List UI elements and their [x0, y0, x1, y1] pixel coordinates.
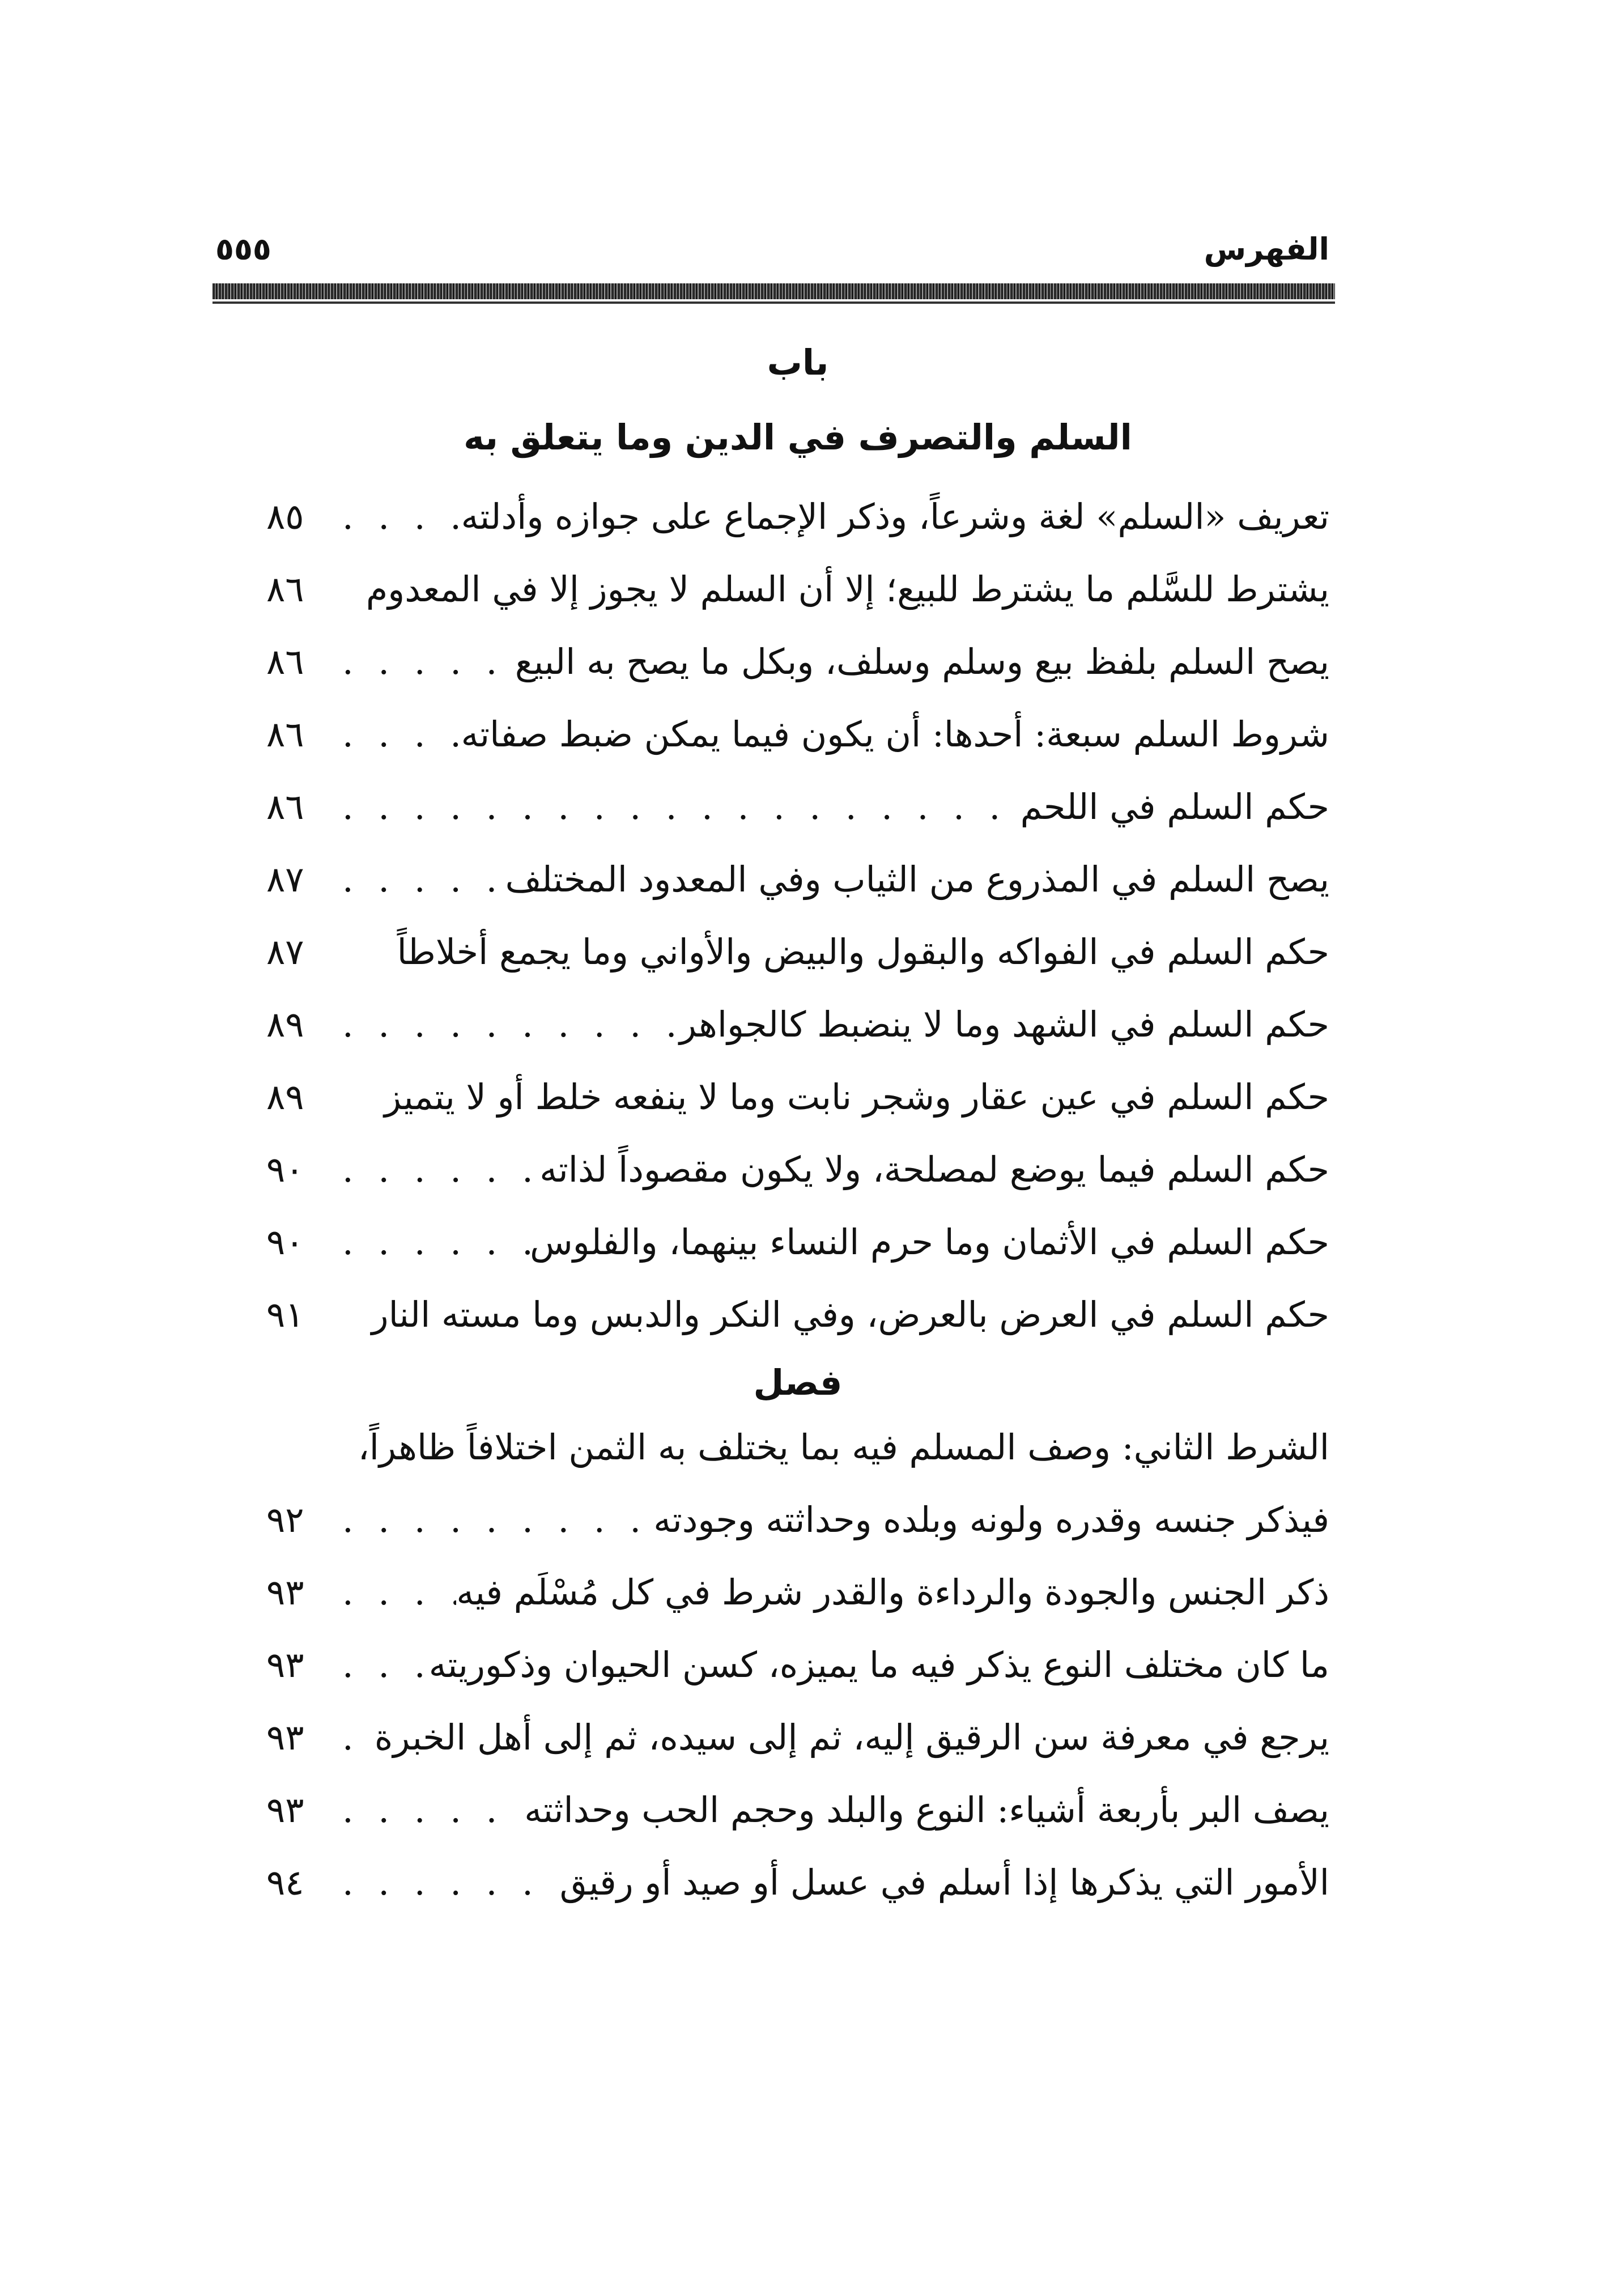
entry-page-number: ٩٣: [266, 1644, 304, 1685]
dot-leader: [329, 626, 515, 698]
index-entry: [266, 1484, 1329, 1556]
index-entry: [266, 1133, 1329, 1206]
index-entry: [266, 1774, 1329, 1846]
dot-leader: [329, 1629, 429, 1701]
entry-text: الأمور التي يذكرها إذا أسلم في عسل أو صيد أو رقيق: [559, 1862, 1329, 1903]
running-header-title: الفهرس: [1204, 231, 1329, 267]
entry-text: يصح السلم في المذروع من الثياب وفي المعدود المختلف: [505, 859, 1329, 900]
dot-leader: [329, 988, 679, 1061]
entry-page-number: ٨٩: [266, 1076, 304, 1118]
entry-text: شروط السلم سبعة: أحدها: أن يكون فيما يمكن ضبط صفاته: [461, 714, 1329, 755]
index-entry: [266, 1556, 1329, 1629]
dot-leader: [329, 1556, 456, 1629]
entry-text: حكم السلم في الشهد وما لا ينضبط كالجواهر: [679, 1004, 1329, 1045]
entry-page-number: ٨٩: [266, 1004, 304, 1045]
entry-page-number: ٨٥: [266, 496, 304, 537]
entry-page-number: ٨٧: [266, 859, 304, 900]
dot-leader: [329, 1133, 539, 1206]
fasl-index-entries: [266, 1484, 1329, 1919]
entry-text: حكم السلم في الفواكه والبقول والبيض والأواني وما يجمع أخلاطاً: [397, 931, 1329, 973]
index-entry: [266, 481, 1329, 553]
entry-page-number: ٩٣: [266, 1789, 304, 1831]
entry-page-number: ٨٦: [266, 641, 304, 682]
entry-page-number: ٩١: [266, 1294, 304, 1335]
index-entry: [266, 1279, 1329, 1351]
entry-page-number: ٩٠: [266, 1221, 304, 1263]
index-entry: [266, 698, 1329, 771]
entry-text: تعريف «السلم» لغة وشرعاً، وذكر الإجماع على جوازه وأدلته: [461, 496, 1329, 537]
index-entry: [266, 771, 1329, 843]
dot-leader: [329, 1774, 524, 1846]
fasl-title: فصل: [753, 1362, 843, 1403]
index-entry: [266, 1701, 1329, 1774]
index-entry: [266, 1629, 1329, 1701]
dot-leader: [329, 771, 1021, 843]
entry-text: حكم السلم في الأثمان وما حرم النساء بينهما، والفلوس: [530, 1221, 1329, 1263]
dot-leader: [329, 1484, 653, 1556]
fasl-intro: الشرط الثاني: وصف المسلم فيه بما يختلف به الثمن اختلافاً ظاهراً،: [358, 1426, 1329, 1468]
index-entries: [266, 481, 1329, 1351]
entry-text: يرجع في معرفة سن الرقيق إليه، ثم إلى سيده، ثم إلى أهل الخبرة: [374, 1717, 1329, 1758]
dot-leader: [329, 1206, 530, 1279]
bab-label: باب: [767, 342, 829, 383]
page-number: ٥٥٥: [215, 231, 271, 267]
index-entry: [266, 1061, 1329, 1133]
entry-text: حكم السلم في العرض بالعرض، وفي النكر والدبس وما مسته النار: [371, 1294, 1329, 1335]
entry-text: حكم السلم فيما يوضع لمصلحة، ولا يكون مقصوداً لذاته: [539, 1149, 1329, 1190]
index-content: [266, 340, 1329, 1919]
index-entry: [266, 988, 1329, 1061]
entry-text: ذكر الجنس والجودة والرداءة والقدر شرط في كل مُسْلَم فيه: [456, 1572, 1329, 1613]
entry-page-number: ٩٢: [266, 1499, 304, 1540]
entry-page-number: ٩٣: [266, 1717, 304, 1758]
entry-page-number: ٨٦: [266, 568, 304, 610]
index-entry: [266, 843, 1329, 916]
entry-page-number: ٩٠: [266, 1149, 304, 1190]
dot-leader: [329, 698, 461, 771]
entry-text: يصف البر بأربعة أشياء: النوع والبلد وحجم الحب وحداثته: [524, 1789, 1329, 1831]
index-entry: [266, 916, 1329, 988]
entry-page-number: ٩٤: [266, 1862, 304, 1903]
entry-text: حكم السلم في عين عقار وشجر نابت وما لا ينفعه خلط أو لا يتميز: [384, 1076, 1329, 1118]
entry-text: فيذكر جنسه وقدره ولونه وبلده وحداثته وجودته: [653, 1499, 1329, 1540]
index-entry: [266, 1846, 1329, 1919]
index-entry: [266, 626, 1329, 698]
entry-page-number: ٨٦: [266, 786, 304, 827]
dot-leader: [329, 1846, 560, 1919]
bab-title: السلم والتصرف في الدين وما يتعلق به: [464, 417, 1132, 458]
index-entry: [266, 1206, 1329, 1279]
entry-text: يصح السلم بلفظ بيع وسلم وسلف، وبكل ما يصح به البيع: [515, 641, 1329, 682]
entry-text: ما كان مختلف النوع يذكر فيه ما يميزه، كسن الحيوان وذكوريته: [428, 1644, 1329, 1685]
header-rule-divider: [212, 283, 1335, 299]
dot-leader: [329, 843, 505, 916]
running-header: [215, 230, 1329, 281]
entry-page-number: ٨٧: [266, 931, 304, 973]
entry-text: يشترط للسَّلم ما يشترط للبيع؛ إلا أن السلم لا يجوز إلا في المعدوم: [365, 568, 1329, 610]
dot-leader: [329, 1701, 375, 1774]
entry-text: حكم السلم في اللحم: [1020, 786, 1329, 827]
dot-leader: [329, 481, 461, 553]
entry-page-number: ٩٣: [266, 1572, 304, 1613]
entry-page-number: ٨٦: [266, 714, 304, 755]
index-entry: [266, 553, 1329, 626]
